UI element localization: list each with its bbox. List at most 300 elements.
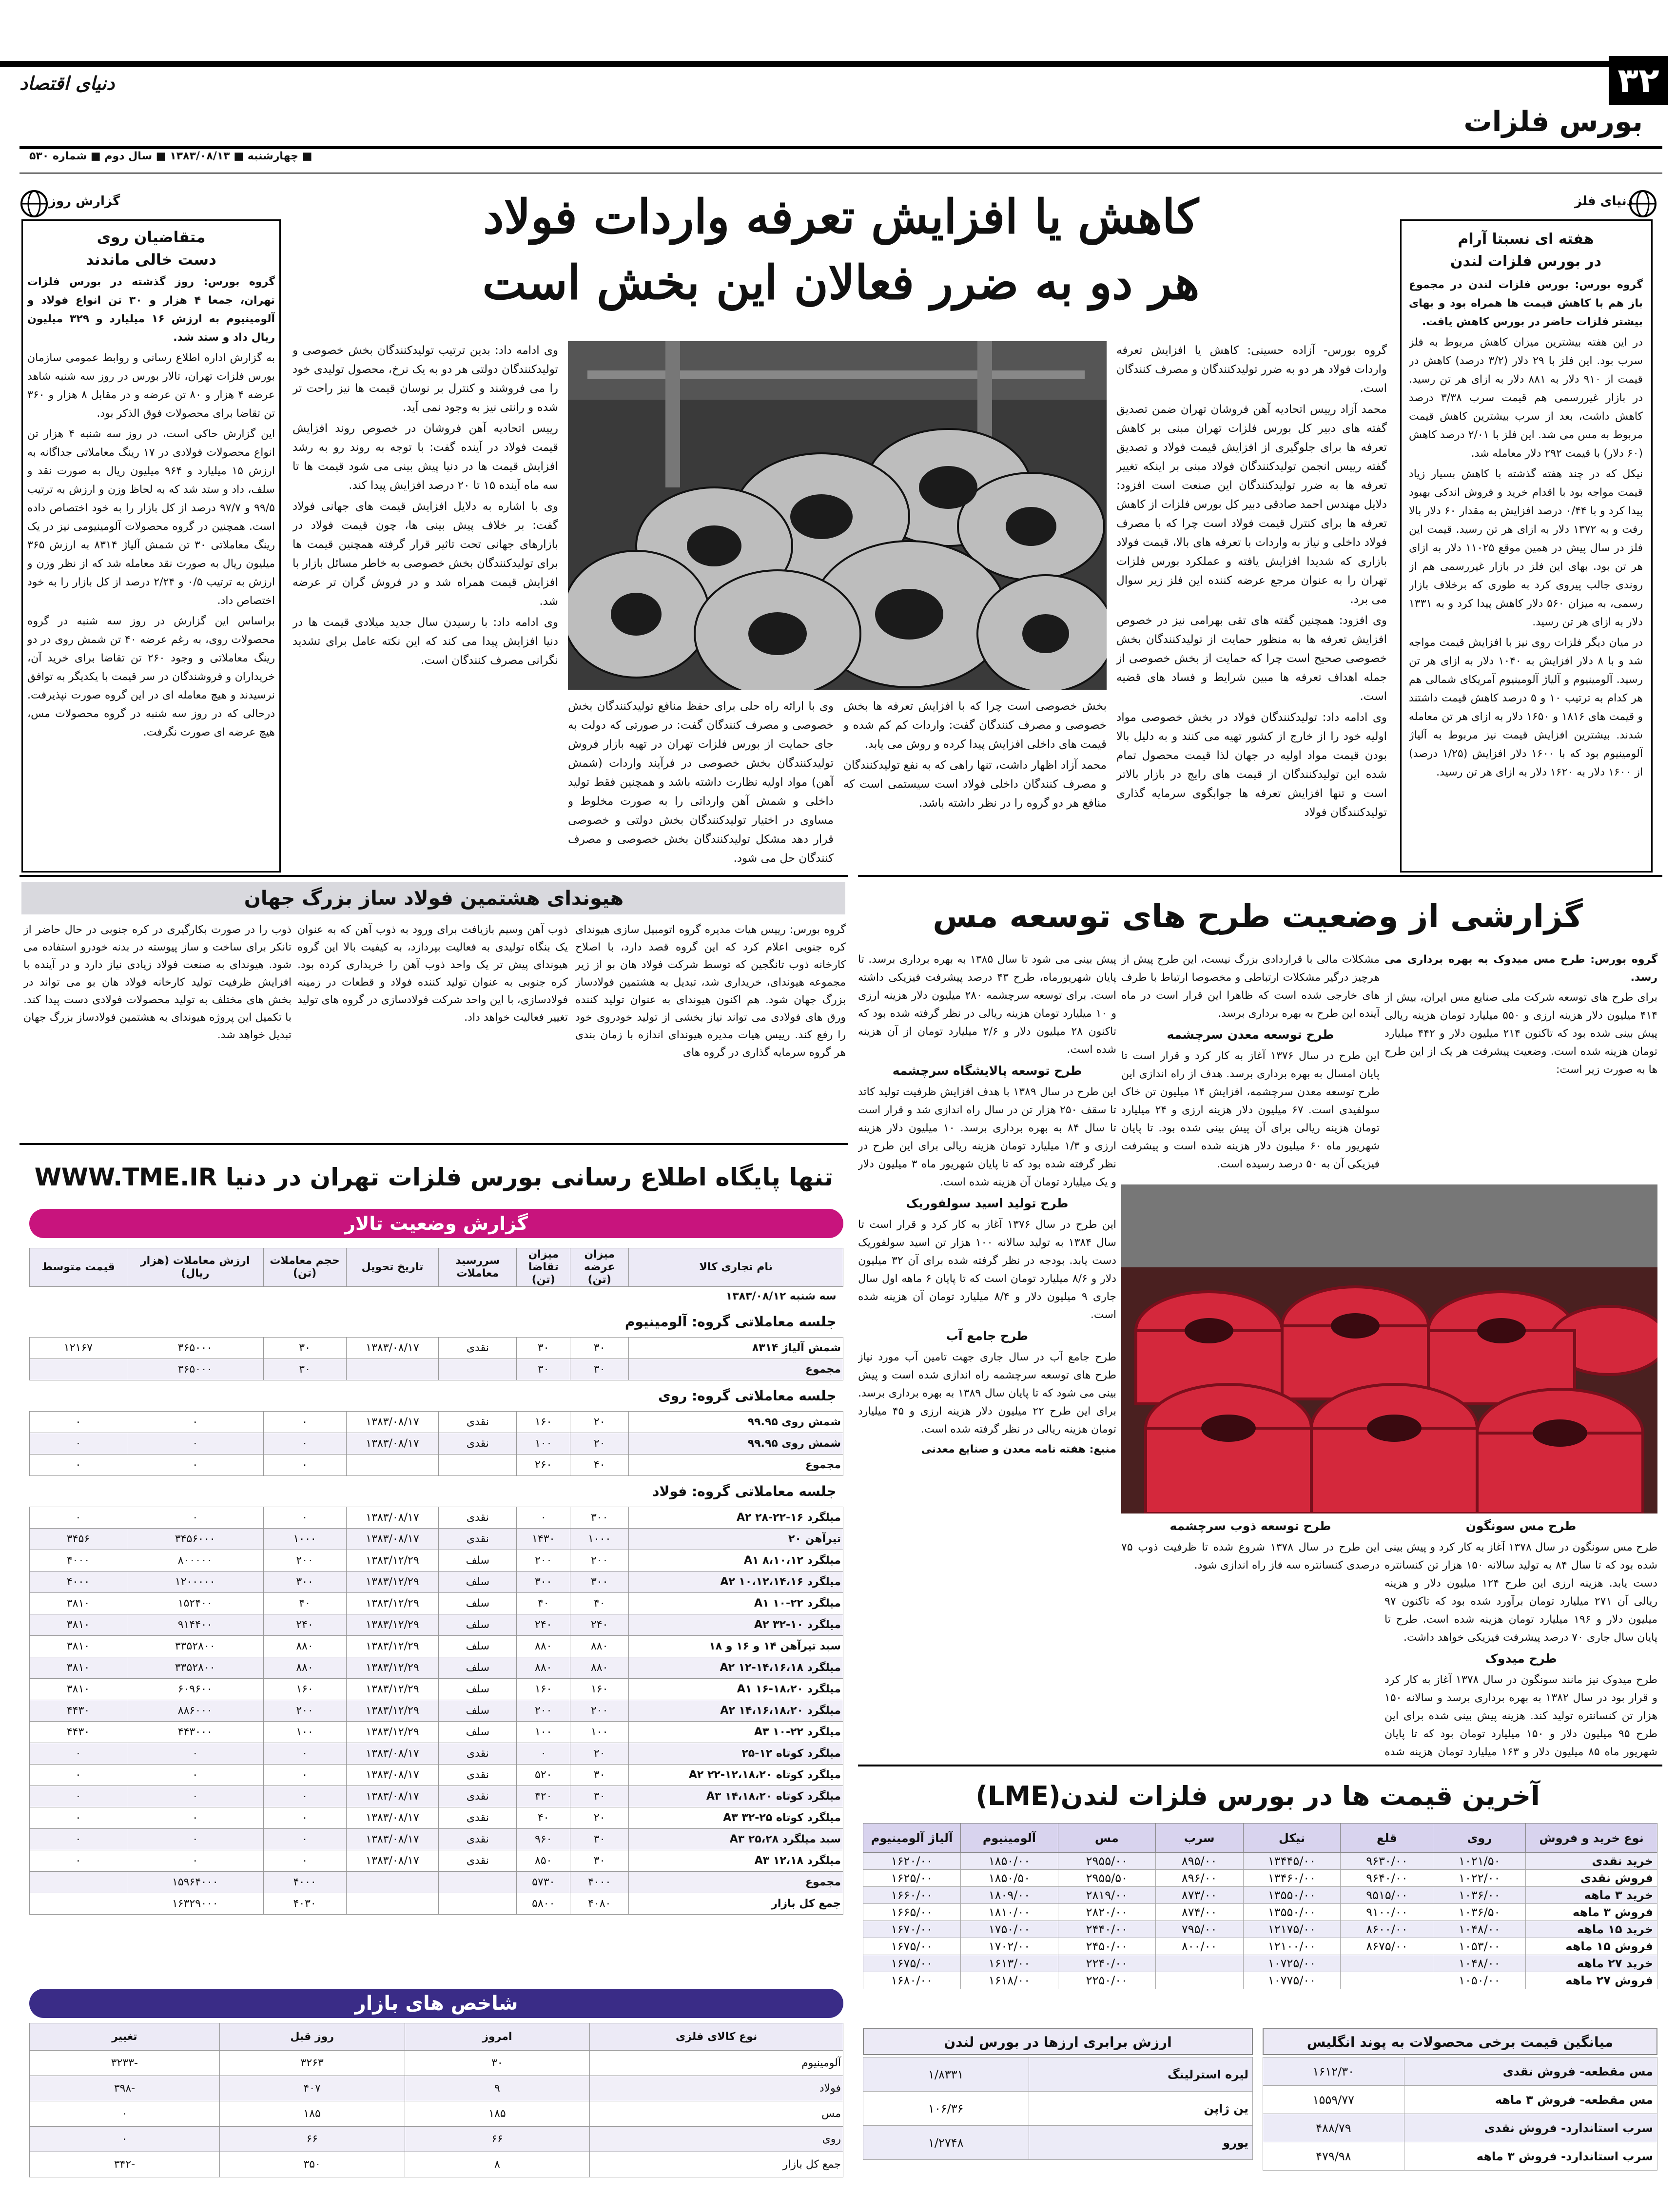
table-cell: ۱۰۰ [517,1433,570,1455]
table-row [30,1412,843,1433]
table-cell: سلف [439,1700,517,1722]
market-index-table [29,2023,843,2177]
dateline: ■ چهارشنبه ■ ۱۳۸۳/۰۸/۱۳ ■ سال دوم ■ شماره ۵۳۰ [29,150,312,162]
table-cell: نقدی [439,1765,517,1786]
hall-header-cell: ارزش معاملات (هزار ریال) [127,1248,263,1287]
table-cell: ۰ [30,1807,127,1829]
table-cell: میلگرد ۲۲-۱۰ A۱ [629,1593,843,1614]
uk-table-wrap [1263,2057,1657,2193]
table-cell [346,1872,439,1893]
table-cell: ۱۶۷۰/۰۰ [863,1921,961,1938]
hyundai-col3: ذوب را در صورت بکارگیری در کره جنوبی در حال حاضر از تانکر برای ساخت و ساز پیوسته در بدنه خودرو استفاده می شود. هیوندای به صنعت فولاد زیادی نیاز دارد و در آینده با افزایش ظرفیت تولید کارخانه فولاد هان بو می تواند در بخش های مختلف به تولید محصولات فولادی دست پیدا کند. با تکمیل این پروژه هیوندای به هشتمین فولادساز بزرگ جهان تبدیل خواهد شد. [23,924,292,1041]
table-cell: ۸۹۶/۰۰ [1155,1870,1243,1887]
table-cell: ۱۳۸۳/۱۲/۲۹ [346,1550,439,1572]
table-cell: خرید ۲۷ ماهه [1526,1955,1657,1972]
table-row [863,1904,1657,1921]
table-cell: ۳۴۵۶۰۰۰ [127,1529,263,1550]
table-cell: ۰ [263,1786,346,1807]
table-cell: ۰ [127,1507,263,1529]
lme-header-cell: نیکل [1243,1824,1341,1853]
hyundai-col1: گروه بورس: رییس هیات مدیره گروه اتومبیل سازی هیوندای کره جنوبی اعلام کرد که این گروه قصد دارد، با اصلاح کارخانه ذوب تانگجین که توسط شرکت فولاد هان بو از زیر مجموعه هیوندای، خریداری شد، تبدیل به هشتمین فولادساز بزرگ جهان شود. هم اکنون هیوندای به عنوان تولید کننده ورق های فولادی می تواند نیاز بخشی از تولید خودروی خود را رفع کند. رییس هیات مدیره هیوندای اندازه با زمان بندی هر گروه سرمایه گذاری در گروه های [575,924,846,1059]
table-cell: ۰ [127,1455,263,1476]
table-cell: ۲۰ [570,1433,629,1455]
table-row [30,1850,843,1872]
copper-col2: مشکلات مالی با قراردادی بزرگ نیست، این طرح پیش از هرچیز درگیر مشکلات ارتباطی و مخصوصا ارتباط با طرف های خارجی شده است که ظاهرا این قرار است در ماه آینده این طرح به بهره برداری برسد. طرح توسعه معدن سرچشمه این طرح در سال ۱۳۷۶ آغاز به کار کرد و قرار است تا پایان امسال به بهره برداری برسد. هدف از راه اندازی این طرح توسعه معدن سرچشمه، افزایش ۱۴ میلیون تن خاک سولفیدی است. ۶۷ میلیون دلار هزینه ارزی و ۲۴ میلیارد تومان هزینه ریالی برای آن پیش بینی شده بود. تا پایان شهریور ماه ۶۰ میلیون دلار هزینه شده است و پیشرفت فیزیکی آن به ۵۰ درصد رسیده است. [1121,953,1380,1170]
table-cell: ۱۰۵۳/۰۰ [1433,1938,1526,1955]
hall-table [29,1248,843,1915]
table-cell: ۱/۸۳۳۱ [863,2057,1029,2092]
table-cell: شمش آلیاژ ۸۳۱۴ [629,1338,843,1359]
group-row [30,1476,843,1507]
table-row [1263,2114,1657,2142]
table-cell: میلگرد کوتاه ۱۴،۱۸،۲۰ A۳ [629,1786,843,1807]
lme-header-cell: سرب [1155,1824,1243,1853]
table-cell [30,1872,127,1893]
table-row [30,1893,843,1915]
table-cell: ۰ [517,1507,570,1529]
fx-title: ارزش برابری ارزها در بورس لندن [863,2028,1253,2055]
table-cell: ۱۰۲۲/۰۰ [1433,1870,1526,1887]
table-cell: ۰ [127,1743,263,1765]
table-cell: ۱۳۸۳/۱۲/۲۹ [346,1679,439,1700]
table-row [30,2076,843,2101]
table-row [30,1636,843,1657]
table-cell: ۱۳۸۳/۱۲/۲۹ [346,1614,439,1636]
table-cell: ۱۲۱۶۷ [30,1338,127,1359]
table-cell: ۲۸۲۰/۰۰ [1058,1904,1155,1921]
table-cell: نقدی [439,1338,517,1359]
table-cell: نقدی [439,1786,517,1807]
copper-col3: پیش بینی می شود تا سال ۱۳۸۵ به بهره برداری برسد. تا پایان شهریورماه، طرح ۴۳ درصد پیشرفت فیزیکی داشته است. برای توسعه سرچشمه ۲۸۰ میلیون دلار هزینه ارزی و ۱۰ میلیارد تومان هزینه ریالی در نظر گرفته شده بود که تاکنون ۲۸ میلیون دلار و ۲/۶ میلیارد تومان از آن هزینه شده است. طرح توسعه پالایشگاه سرچشمه این طرح در سال ۱۳۸۹ با هدف افزایش ظرفیت تولید کاتد تا سقف ۲۵۰ هزار تن در سال راه اندازی شد و قرار است تا سال ۸۴ به بهره برداری برسد. ۱۰ میلیون دلار هزینه ارزی و ۱/۳ میلیارد تومان هزینه ریالی برای این طرح در نظر گرفته شده بود که تا پایان شهریور ماه ۳ میلیون دلار و یک میلیارد تومان آن هزینه شده است. طرح تولید اسید سولفوریک این طرح در سال ۱۳۷۶ آغاز به کار کرد و قرار است تا سال ۱۳۸۴ به تولید سالانه ۱۰۰ هزار تن اسید سولفوریک دست یابد. بودجه در نظر گرفته شده برای آن ۳۲ میلیون دلار و ۸/۶ میلیارد تومان است که تا پایان ۶ ماهه اول سال جاری ۹ میلیون دلار و ۸/۴ میلیارد تومان آن هزینه شده است. طرح جامع آب طرح جامع آب در سال جاری جهت تامین آب مورد نیاز طرح های توسعه سرچشمه راه اندازی شده است و پیش بینی می شود که تا پایان سال ۱۳۸۹ به بهره برداری برسد. برای این طرح ۲۲ میلیون دلار هزینه ارزی و ۴۵ میلیارد تومان هزینه ریالی در نظر گرفته شده است. منبع: هفته نامه معدن و صنایع معدنی [858,953,1116,1455]
table-cell: ۳۸۱۰ [30,1593,127,1614]
table-cell: ۴۰ [517,1807,570,1829]
table-cell: ۳۳۵۲۸۰۰ [127,1657,263,1679]
table-cell: ۱۳۸۳/۱۲/۲۹ [346,1636,439,1657]
hall-status-title: گزارش وضعیت تالار [29,1209,843,1238]
table-cell: سلف [439,1657,517,1679]
table-cell: ۱۶۰ [263,1679,346,1700]
table-cell: ۳۰ [405,2051,590,2076]
table-cell: ۲۸۱۹/۰۰ [1058,1887,1155,1904]
table-cell: ۷۹۵/۰۰ [1155,1921,1243,1938]
table-cell: ۴۰۷ [219,2076,405,2101]
table-cell: ۱۲۱۰۰/۰۰ [1243,1938,1341,1955]
table-row [30,1359,843,1380]
table-cell: روی [590,2127,843,2152]
table-cell: ۱۳۸۳/۱۲/۲۹ [346,1722,439,1743]
table-row [30,1433,843,1455]
group-row [30,1306,843,1338]
table-cell: ۰ [30,2127,220,2152]
table-cell: ۸۸۰ [263,1636,346,1657]
table-cell: ۱۳۸۳/۰۸/۱۷ [346,1433,439,1455]
table-cell: ۱۳۸۳/۰۸/۱۷ [346,1743,439,1765]
left-column-label: گزارش روز [49,194,120,209]
table-row [30,1722,843,1743]
hall-table-wrap [29,1248,843,1984]
lme-header-cell: آلیاژ آلومینیوم [863,1824,961,1853]
fx-table-wrap [863,2057,1253,2193]
table-row [30,1614,843,1636]
table-row [30,1700,843,1722]
table-cell: ۴۰۰۰ [263,1872,346,1893]
table-cell: ۱۰۴۸/۰۰ [1433,1921,1526,1938]
table-row [30,2152,843,2177]
table-cell: جمع کل بازار [629,1893,843,1915]
table-row [30,1657,843,1679]
table-cell: ین ژاپن [1029,2092,1252,2126]
group-title: جلسه معاملاتی گروه: آلومینیوم [624,1313,837,1330]
table-cell: ۴۰۰۰ [30,1550,127,1572]
table-cell: ۸۹۵/۰۰ [1155,1853,1243,1870]
table-cell: ۹۱۴۴۰۰ [127,1614,263,1636]
table-cell: شمش روی ۹۹.۹۵ [629,1412,843,1433]
index-header-cell: تغییر [30,2023,220,2051]
table-cell [439,1893,517,1915]
table-row [30,2127,843,2152]
table-cell: ۱۲۱۷۵/۰۰ [1243,1921,1341,1938]
table-cell: ۱۶۳۲۹۰۰۰ [127,1893,263,1915]
table-cell: ۱۸۰۹/۰۰ [960,1887,1058,1904]
index-header-cell: روز قبل [219,2023,405,2051]
main-article-col2: بخش خصوصی است چرا که با افزایش تعرفه ها بخش خصوصی و مصرف کنندگان گفت: واردات کم کم شده و قیمت های داخلی افزایش پیدا کرده و روش می یابد. محمد آزاد اظهار داشت، تنها راهی که به نفع تولیدکنندگان و مصرف کنندگان داخلی فولاد است سیستمی است که منافع هر دو گروه را در نظر داشته باشد. [843,700,1107,810]
index-table-wrap [29,2023,843,2198]
table-cell: آلومینیوم [590,2051,843,2076]
copper-col1: گروه بورس: طرح مس میدوک به بهره برداری می رسد. برای طرح های توسعه شرکت ملی صنایع مس ایران، بیش از ۴۱۴ میلیون دلار هزینه ارزی و ۵۵۰ میلیارد تومان هزینه ریالی پیش بینی شده بود که تاکنون ۲۱۴ میلیون دلار و ۴۴۲ میلیارد تومان هزینه شده است. وضعیت پیشرفت هر یک از این طرح ها به صورت زیر است: [1384,953,1657,1076]
table-cell: میلگرد ۱۰-۳۲ A۲ [629,1614,843,1636]
table-cell: ۱۵۵۹/۷۷ [1263,2086,1404,2114]
table-cell: ۰ [30,1743,127,1765]
paper-logo: دنیای اقتصاد [19,72,115,94]
table-cell: ۱۰۰ [263,1722,346,1743]
table-cell: ۳۰ [570,1765,629,1786]
table-cell: ۳۵۰ [219,2152,405,2177]
table-cell [1341,1972,1433,1989]
table-cell: ۴۰ [263,1593,346,1614]
table-cell: ۳۳۵۲۸۰۰ [127,1636,263,1657]
globe-icon [1628,189,1657,218]
table-row [30,2101,843,2127]
table-cell: ۲۰۰ [263,1550,346,1572]
table-cell: ۰ [30,1765,127,1786]
table-cell: ۰ [263,1765,346,1786]
table-cell: ۰ [30,1786,127,1807]
table-row [30,1765,843,1786]
table-cell: ۸۸۰ [263,1657,346,1679]
table-cell: فروش ۳ ماهه [1526,1904,1657,1921]
table-cell: ۰ [30,1850,127,1872]
table-cell: یورو [1029,2126,1252,2160]
table-cell: ۰ [30,1455,127,1476]
table-cell: سلف [439,1636,517,1657]
table-cell: ۱۳۸۳/۱۲/۲۹ [346,1593,439,1614]
table-cell: ۰ [127,1765,263,1786]
table-cell: ۱۳۸۳/۰۸/۱۷ [346,1529,439,1550]
table-cell: سلف [439,1722,517,1743]
table-cell: خرید نقدی [1526,1853,1657,1870]
table-cell: ۳۰ [570,1786,629,1807]
table-cell: میلگرد کوتاه ۲۵-۳۲ A۳ [629,1807,843,1829]
table-cell: ۱۰۴۸/۰۰ [1433,1955,1526,1972]
main-article-col3: وی با ارائه راه حلی برای حفظ منافع تولیدکنندگان بخش خصوصی و مصرف کنندگان گفت: در صورتی که دولت به جای حمایت از بورس فلزات تهران در تهیه بازار فروش تولیدکنندگان بخش خصوصی در فرآیند واردات (شمش آهن) مواد اولیه نظارت داشته باشد و همچنین فقط تولید داخلی و شمش آهن وارداتی را به صورت مخلوط و مساوی در اختیار تولیدکنندگان بخش دولتی و خصوصی قرار دهد مشکل تولیدکنندگان بخش خصوصی و مصرف کنندگان حل می شود. [568,700,834,865]
table-cell: ۴۰ [517,1593,570,1614]
table-cell: تیرآهن ۲۰ [629,1529,843,1550]
table-cell: ۰ [30,1433,127,1455]
table-cell: ۱۸۵۰/۵۰ [960,1870,1058,1887]
table-cell [439,1359,517,1380]
table-cell: ۳۰ [517,1359,570,1380]
lme-title: آخرین قیمت ها در بورس فلزات لندن(LME) [975,1781,1540,1811]
table-cell: نقدی [439,1850,517,1872]
table-cell: نقدی [439,1507,517,1529]
main-article-col1: گروه بورس- آزاده حسینی: کاهش یا افزایش تعرفه واردات فولاد هر دو به ضرر تولیدکنندگان و مصرف کنندگان است. محمد آزاد رییس اتحادیه آهن فروشان تهران ضمن تصدیق گفته های دبیر کل بورس فلزات تهران مبنی بر کاهش تعرفه ها برای جلوگیری از افزایش قیمت فولاد و تصدیق گفته رییس انجمن تولیدکنندگان فولاد مبنی بر اینکه تغییر تعرفه ها به ضرر تولیدکنندگان این صنعت است افزود: دلایل مهندس احمد صادقی دبیر کل بورس فلزات از کاهش تعرفه ها برای کنترل قیمت فولاد است چرا که با مصرف فولاد داخلی و نیاز به واردات با تعرفه های بالا، قیمت فولاد بازاری که شدیدا افزایش یافته و عملکرد بورس فلزات تهران را به عنوان مرجع عرضه کننده این فلز زیر سوال می برد. وی افزود: همچنین گفته های تقی بهرامی نیز در خصوص افزایش تعرفه ها به منظور حمایت از تولیدکنندگان بخش خصوصی صحیح است چرا که حمایت از بخش خصوصی از جمله اهداف تعرفه ها مبین شرایط و فساد های قضیه است. وی ادامه داد: تولیدکنندگان فولاد در بخش خصوصی مواد اولیه خود را از خارج از کشور تهیه می کنند و به دلیل بالا بودن قیمت مواد اولیه در جهان لذا قیمت محصول تمام شده این تولیدکنندگان از قیمت های رایج در بازار بالاتر است و تنها افزایش تعرفه ها جوابگوی سرمایه گذاری تولیدکنندگان فولاد [1116,344,1387,819]
table-cell: ۱۶۰ [517,1679,570,1700]
lme-header-cell: نوع خرید و فروش [1526,1824,1657,1853]
table-cell: ۸۷۳/۰۰ [1155,1887,1243,1904]
table-cell: ۱۰۷۷۵/۰۰ [1243,1972,1341,1989]
table-cell: ۱۰۰ [570,1722,629,1743]
table-cell: ۱۳۸۳/۰۸/۱۷ [346,1807,439,1829]
table-cell: ۱۰۳۶/۵۰ [1433,1904,1526,1921]
table-cell: ۱۳۸۳/۰۸/۱۷ [346,1786,439,1807]
table-cell: ۴۰۳۰ [263,1893,346,1915]
table-cell: میلگرد ۸،۱۰،۱۲ A۱ [629,1550,843,1572]
group-title: جلسه معاملاتی گروه: فولاد [652,1483,837,1499]
table-cell: خرید ۱۵ ماهه [1526,1921,1657,1938]
table-cell: ۲۴۴۰/۰۰ [1058,1921,1155,1938]
table-cell: ۲۰ [570,1412,629,1433]
table-cell: ۱۳۸۳/۰۸/۱۷ [346,1338,439,1359]
table-cell: ۲۲۴۰/۰۰ [1058,1955,1155,1972]
hall-header-cell: تاریخ تحویل [346,1248,439,1287]
table-cell: ۴۰۰۰ [570,1872,629,1893]
table-cell: ۸۶۷۵/۰۰ [1341,1938,1433,1955]
table-cell: فولاد [590,2076,843,2101]
table-cell: میلگرد ۲۲-۱۰ A۳ [629,1722,843,1743]
group-title: جلسه معاملاتی گروه: روی [658,1388,837,1404]
table-cell: ۱۳۵۵۰/۰۰ [1243,1904,1341,1921]
table-row [30,1338,843,1359]
table-cell: سلف [439,1614,517,1636]
date-row [30,1287,843,1306]
table-cell: ۱۶۱۸/۰۰ [960,1972,1058,1989]
table-cell: ۱۳۸۳/۰۸/۱۷ [346,1412,439,1433]
table-row [1263,2142,1657,2171]
table-cell: ۱۶۲۵/۰۰ [863,1870,961,1887]
lme-header-cell: مس [1058,1824,1155,1853]
table-cell: ۱۶۶۰/۰۰ [863,1887,961,1904]
left-column-title: متقاضیان روی [97,229,206,246]
index-header-cell: امروز [405,2023,590,2051]
lme-header-cell: قلع [1341,1824,1433,1853]
table-cell [439,1455,517,1476]
table-cell [1155,1955,1243,1972]
table-cell: ۰ [263,1850,346,1872]
uk-prices-title: میانگین قیمت برخی محصولات به پوند انگلیس [1263,2028,1657,2055]
tme-banner: تنها پایگاه اطلاع رسانی بورس فلزات تهران در دنیا WWW.TME.IR [34,1163,834,1191]
table-cell: ۰ [127,1786,263,1807]
table-cell: ۱۷۵۰/۰۰ [960,1921,1058,1938]
lme-header-cell: آلومینیوم [960,1824,1058,1853]
table-cell: ۰ [127,1433,263,1455]
table-cell: مجموع [629,1359,843,1380]
table-cell: میلگرد ۱۰،۱۲،۱۴،۱۶ A۲ [629,1572,843,1593]
group-row [30,1380,843,1412]
table-cell: ۰ [30,1829,127,1850]
table-cell: ۸۷۴/۰۰ [1155,1904,1243,1921]
table-cell: ۲۰۰ [570,1700,629,1722]
left-column-body: گروه بورس: روز گذشته در بورس فلزات تهران، جمعا ۴ هزار و ۳۰ تن انواع فولاد و آلومینیوم به ارزش ۱۶ میلیارد و ۳۲۹ میلیون ریال داد و ستد شد. به گزارش اداره اطلاع رسانی و روابط عمومی سازمان بورس فلزات تهران، تالار بورس در روز سه شنبه شاهد عرضه ۴ هزار و ۸۰ تن عرضه و در مقابل ۸ هزار و ۳۶۰ تن تقاضا برای محصولات فوق الذکر بود. این گزارش حاکی است، در روز سه شنبه ۴ هزار تن انواع محصولات فولادی در ۱۷ رینگ معاملاتی جداگانه به ارزش ۱۵ میلیارد و ۹۶۴ میلیون ریال به صورت نقد و سلف، داد و ستد شد که به لحاظ وزن و ارزش به ترتیب ۹۹/۵ و ۹۷/۷ درصد از کل بازار را به خود اختصاص داده است. همچنین در گروه محصولات آلومینیومی نیز در یک رینگ معاملاتی ۳۰ تن شمش آلیاژ ۸۳۱۴ به ارزش ۳۶۵ میلیون ریال به صورت نقد معامله شد که از نظر وزن و ارزش به ترتیب ۰/۵ و ۲/۲۴ درصد از کل بازار را به خود اختصاص داد. براساس این گزارش در روز سه شنبه در گروه محصولات روی، به رغم عرضه ۴۰ تن شمش روی در دو رینگ معاملاتی و وجود ۲۶۰ تن تقاضا برای خرید آن، خریداران و فروشندگان در سر قیمت با یکدیگر به توافق نرسیدند و هیچ معامله ای در این گروه صورت نپذیرفت. درحالی که در روز سه شنبه در گروه محصولات مس، هیچ عرضه ای صورت نگرفت. [27,276,275,738]
table-cell: ۱۲۰۰۰۰۰ [127,1572,263,1593]
table-cell: میلگرد ۱۴،۱۶،۱۸،۲۰ A۲ [629,1700,843,1722]
table-cell [346,1359,439,1380]
table-cell: ۸۰۰۰۰۰ [127,1550,263,1572]
table-cell [439,1872,517,1893]
table-cell: ۲۹۵۵/۰۰ [1058,1853,1155,1870]
table-cell: ۳۰ [517,1338,570,1359]
table-cell: ۹۱۰۰/۰۰ [1341,1904,1433,1921]
table-cell: میلگرد کوتاه ۱۲-۲۵ [629,1743,843,1765]
table-cell: ۱۳۸۳/۱۲/۲۹ [346,1700,439,1722]
table-cell: لیره استرلینگ [1029,2057,1252,2092]
table-cell: ۳۰۰ [570,1572,629,1593]
table-cell: ۲۰ [570,1743,629,1765]
table-row [863,1972,1657,1989]
table-cell: مجموع [629,1455,843,1476]
table-cell: ۱۳۸۳/۰۸/۱۷ [346,1507,439,1529]
table-cell: مس [590,2101,843,2127]
copper-report-title: گزارشی از وضعیت طرح های توسعه مس [933,897,1583,935]
table-cell: ۱۶۶۵/۰۰ [863,1904,961,1921]
table-cell: سلف [439,1593,517,1614]
table-cell: ۶۶ [219,2127,405,2152]
table-cell: ۲۶۰ [517,1455,570,1476]
table-cell: میلگرد ۱۶-۲۲-۲۸ A۲ [629,1507,843,1529]
table-cell: ۳۰ [263,1338,346,1359]
table-cell: ۰ [127,1412,263,1433]
table-cell [30,1359,127,1380]
table-cell: سبد میلگرد ۲۵،۲۸ A۳ [629,1829,843,1850]
lme-table-wrap [863,1823,1657,2018]
table-cell: ۲۴۵۰/۰۰ [1058,1938,1155,1955]
table-cell: ۰ [263,1412,346,1433]
table-cell: ۰ [517,1743,570,1765]
table-cell: ۱/۲۷۴۸ [863,2126,1029,2160]
table-cell: ۰ [30,1412,127,1433]
table-cell: ۳۰ [263,1359,346,1380]
table-cell: ۱۸۱۰/۰۰ [960,1904,1058,1921]
table-row [30,1807,843,1829]
table-cell: ۱۳۸۳/۰۸/۱۷ [346,1765,439,1786]
table-cell: ۱۶۰ [570,1679,629,1700]
table-cell: ۲۹۵۵/۵۰ [1058,1870,1155,1887]
steel-coils-photo [568,341,1107,690]
table-cell: ۹۶۴۰/۰۰ [1341,1870,1433,1887]
globe-icon [19,189,49,218]
index-header-cell: نوع کالای فلزی [590,2023,843,2051]
table-cell: سلف [439,1550,517,1572]
table-cell: ۵۷۳۰ [517,1872,570,1893]
table-cell: ۱۳۸۳/۱۲/۲۹ [346,1572,439,1593]
hall-header-cell: حجم معاملات (تن) [263,1248,346,1287]
copper-col1b: طرح مس سونگون طرح مس سونگون در سال ۱۳۷۸ آغاز به کار کرد و پیش بینی شده بود که تا سال ۸۴ به تولید سالانه ۱۵۰ هزار تن کنسانتره دست یابد. هزینه ارزی این طرح ۱۲۴ میلیون دلار و هزینه ریالی آن ۲۷۱ میلیارد تومان برآورد شده بود که تاکنون ۹۷ میلیون دلار و ۱۹۶ میلیارد تومان هزینه شده است. طرح تا پایان سال جاری ۷۰ درصد پیشرفت فیزیکی خواهد داشت. طرح میدوک طرح میدوک نیز مانند سونگون در سال ۱۳۷۸ آغاز به کار کرد و قرار بود در سال ۱۳۸۲ به بهره برداری برسد و سالانه ۱۵۰ هزار تن کنسانتره تولید کند. هزینه پیش بینی شده برای این طرح ۹۵ میلیون دلار و ۱۵۰ میلیارد تومان بود که تا پایان شهریور ماه ۸۵ میلیون دلار و ۱۶۳ میلیارد تومان هزینه شده [1384,1519,1657,1758]
table-cell: ۹۶۰ [517,1829,570,1850]
right-column-body: گروه بورس: بورس فلزات لندن در مجموع باز هم با کاهش قیمت ها همراه بود و بهای بیشتر فلزات حاضر در بورس کاهش یافت. در این هفته بیشترین میزان کاهش مربوط به فلز سرب بود. این فلز با ۲۹ دلار (۳/۲ درصد) کاهش در قیمت از ۹۱۰ دلار به ۸۸۱ دلار به ازای هر تن رسید. در بازار غیررسمی هم قیمت سرب ۳/۳۸ درصد کاهش داشت، بعد از سرب بیشترین کاهش قیمت مربوط به مس می شد. این فلز با ۲/۰۱ درصد کاهش (۶۰ دلار) با قیمت ۲۹۲ دلار معامله شد. نیکل که در چند هفته گذشته با کاهش بسیار زیاد قیمت مواجه بود با اقدام خرید و فروش اندکی بهبود پیدا کرد و با ۰/۴۴ درصد افزایش به مقدار ۶۰ دلار بالا رفت و به ۱۳۷۲ دلار به ازای هر تن رسید. قیمت این فلز در سال پیش در همین موقع ۱۱۰۲۵ دلار به ازای هر تن بود. بهای این فلز در بازار غیررسمی هم از روندی جالب پیروی کرد به طوری که برخلاف بازار رسمی، به میزان ۵۶۰ دلار کاهش پیدا کرد و به ۱۳۳۱ دلار به ازای هر تن رسید. در میان دیگر فلزات روی نیز با افزایش قیمت مواجه شد و با ۸ دلار افزایش به ۱۰۴۰ دلار به ازای هر تن رسید. آلومینیوم و آلیاژ آلومینیوم آمریکای شمالی هم هر کدام به ترتیب ۱۰ و ۵ درصد کاهش قیمت داشتند و قیمت های ۱۸۱۶ و ۱۶۵۰ دلار به ازای هر تن معامله شدند. بیشترین افزایش قیمت نیز مربوط به آلیاژ آلومینیوم بود که با ۱۶۰۰ دلار افزایش (۱/۲۵ درصد) از ۱۶۰۰ دلار به ۱۶۲۰ دلار به ازای هر تن رسید. [1409,279,1643,778]
table-cell: ۹۵۱۵/۰۰ [1341,1887,1433,1904]
table-cell: ۸۰۰/۰۰ [1155,1938,1243,1955]
table-cell: ۲۰۰ [570,1550,629,1572]
table-cell: ۱۰۲۱/۵۰ [1433,1853,1526,1870]
table-cell: ۴۰ [570,1593,629,1614]
table-row [30,1679,843,1700]
table-cell: ۱۰۵۰/۰۰ [1433,1972,1526,1989]
table-cell: ۱۰۰ [517,1722,570,1743]
table-cell: نقدی [439,1412,517,1433]
table-cell: ۳۰۰ [570,1507,629,1529]
table-cell: ۱۰۰۰ [570,1529,629,1550]
main-article-col4: وی ادامه داد: بدین ترتیب تولیدکنندگان بخش خصوصی و تولیدکنندگان دولتی هر دو به یک نرخ، محصول تولیدی خود را می فروشند و کنترل بر نوسان قیمت ها نیز راحت تر شده و رانتی نیز به وجود نمی آید. رییس اتحادیه آهن فروشان در خصوص روند افزایش قیمت فولاد در آینده گفت: با توجه به روند رو به رشد افزایش قیمت ها در دنیا پیش بینی می شود قیمت ها تا سه ماه آینده ۱۵ تا ۲۰ درصد افزایش پیدا کند. وی با اشاره به دلایل افزایش قیمت های جهانی فولاد گفت: بر خلاف پیش بینی ها، چون قیمت فولاد در بازارهای جهانی تحت تاثیر قرار گرفته همچنین قیمت ها برای تولیدکنندگان بخش خصوصی به خاطر مسائل بازار با افزایش قیمت همراه شد و در فروش گران تر عرضه شد. وی ادامه داد: با رسیدن سال جدید میلادی قیمت ها در دنیا افزایش پیدا می کند که این نکته عامل برای تشدید نگرانی مصرف کنندگان است. [292,344,558,667]
table-cell: ۳۸۱۰ [30,1636,127,1657]
table-cell: ۳۸۱۰ [30,1614,127,1636]
table-cell: ۱۳۸۳/۱۲/۲۹ [346,1657,439,1679]
table-row [30,1872,843,1893]
table-cell: ۰ [127,1807,263,1829]
table-row [1263,2086,1657,2114]
table-cell: ۳۸۱۰ [30,1679,127,1700]
table-cell: ۴۲۰ [517,1786,570,1807]
table-cell: فروش ۲۷ ماهه [1526,1972,1657,1989]
date-cell: سه شنبه ۱۳۸۳/۰۸/۱۲ [725,1290,837,1303]
hall-header-cell: سررسید معاملات [439,1248,517,1287]
main-headline: کاهش یا افزایش تعرفه واردات فولاد [483,189,1199,244]
table-cell: ۱۵۹۶۴۰۰۰ [127,1872,263,1893]
table-cell: ۱۳۸۳/۰۸/۱۷ [346,1850,439,1872]
table-cell: ۰ [263,1807,346,1829]
table-cell: فروش ۱۵ ماهه [1526,1938,1657,1955]
table-cell: ۲۴۰ [263,1614,346,1636]
table-cell: ۱۶۷۵/۰۰ [863,1955,961,1972]
table-cell [1155,1972,1243,1989]
table-cell: مجموع [629,1872,843,1893]
table-row [863,2126,1253,2160]
table-cell: ۰ [30,2101,220,2127]
table-cell: ۲۴۰ [517,1614,570,1636]
table-cell: فروش نقدی [1526,1870,1657,1887]
table-row [863,2092,1253,2126]
table-cell: ۱۰۷۲۵/۰۰ [1243,1955,1341,1972]
table-row [30,1572,843,1593]
table-cell: نقدی [439,1807,517,1829]
hall-header-cell: نام تجاری کالا [629,1248,843,1287]
table-row [863,1853,1657,1870]
table-cell: ۳۰۰ [517,1572,570,1593]
table-cell: ۴۰۸۰ [570,1893,629,1915]
table-cell: میلگرد ۱۲،۱۸ A۳ [629,1850,843,1872]
table-row [30,1829,843,1850]
table-row [863,1938,1657,1955]
table-row [863,1955,1657,1972]
table-cell: ۵۲۰ [517,1765,570,1786]
table-row [863,1870,1657,1887]
table-cell [1341,1955,1433,1972]
table-cell: ۸۶۰۰/۰۰ [1341,1921,1433,1938]
table-cell: مس مقطعه- فروش ۳ ماهه [1404,2086,1657,2114]
table-cell: سلف [439,1679,517,1700]
table-cell: ۱۳۵۵۰/۰۰ [1243,1887,1341,1904]
table-cell: ۴۸۸/۷۹ [1263,2114,1404,2142]
table-cell: ۱۵۲۴۰۰ [127,1593,263,1614]
table-cell: ۲۰۰ [263,1700,346,1722]
